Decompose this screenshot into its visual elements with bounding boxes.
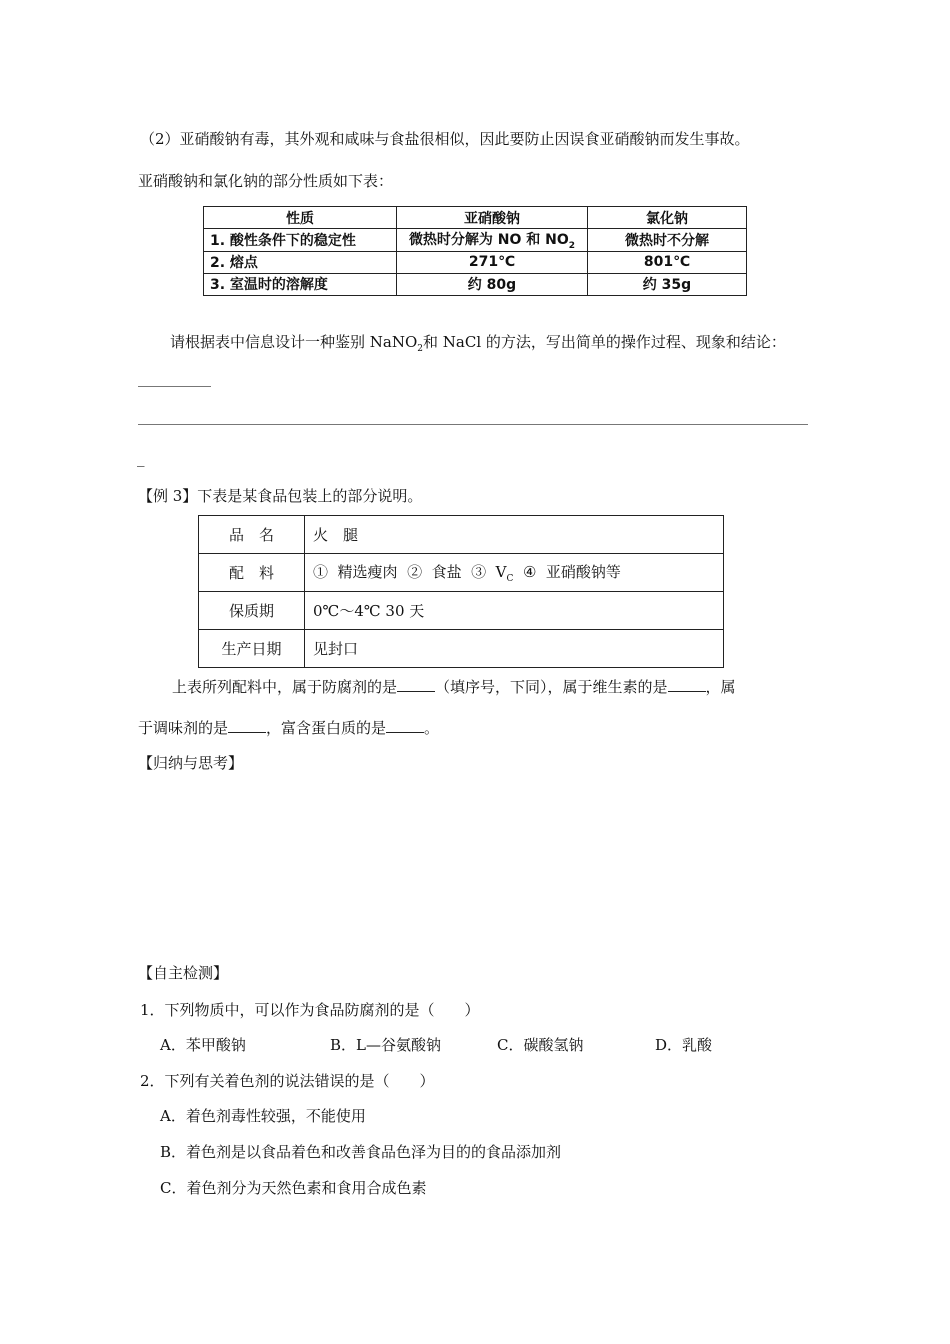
- example-3-title: 【例 3】下表是某食品包装上的部分说明。: [138, 487, 423, 505]
- cell-nano2: 约 80g: [397, 273, 588, 295]
- header-property: 性质: [204, 207, 397, 229]
- row-key: 品 名: [199, 516, 305, 554]
- table-row: [204, 229, 747, 252]
- header-sodium-chloride: 氯化钠: [588, 207, 747, 229]
- cell-property: 1. 酸性条件下的稳定性: [204, 229, 397, 252]
- answer-line-short: [138, 386, 211, 387]
- q2-option-c[interactable]: C．着色剂分为天然色素和食用合成色素: [160, 1179, 427, 1197]
- table-row: [199, 592, 724, 630]
- row-key: 配 料: [199, 554, 305, 592]
- header-sodium-nitrite: 亚硝酸钠: [397, 207, 588, 229]
- cell-nacl: 801℃: [588, 251, 747, 273]
- table-row: [199, 630, 724, 668]
- cell-property: 3. 室温时的溶解度: [204, 273, 397, 295]
- q1-option-a[interactable]: A．苯甲酸钠: [160, 1036, 246, 1054]
- row-value: ① 精选瘦肉 ② 食盐 ③ $V_C$ ④ 亚硝酸钠等: [305, 554, 724, 592]
- summary-heading: 【归纳与思考】: [138, 754, 244, 772]
- table-header-row: [204, 207, 747, 229]
- q1-option-b[interactable]: B．L—谷氨酸钠: [330, 1036, 441, 1054]
- intro-line-1: （2）亚硝酸钠有毒，其外观和咸味与食盐很相似，因此要防止因误食亚硝酸钠而发生事故。: [140, 130, 750, 148]
- blank-vitamin[interactable]: [668, 677, 706, 692]
- properties-table: [203, 206, 747, 296]
- answer-line-long: [138, 424, 808, 425]
- ham-label-table: [198, 515, 724, 668]
- blank-seasoning[interactable]: [228, 718, 266, 733]
- row-key: 生产日期: [199, 630, 305, 668]
- blank-preservative[interactable]: [397, 677, 435, 692]
- row-value: 火 腿: [305, 516, 724, 554]
- intro-line-2: 亚硝酸钠和氯化钠的部分性质如下表：: [138, 172, 394, 190]
- question-1: 1．下列物质中，可以作为食品防腐剂的是（ ）: [140, 1001, 480, 1019]
- cell-property: 2. 熔点: [204, 251, 397, 273]
- row-value: 0℃～4℃ 30 天: [305, 592, 724, 630]
- table-row: [199, 516, 724, 554]
- question-2: 2．下列有关着色剂的说法错误的是（ ）: [140, 1072, 435, 1090]
- example-3-question-line-1: 上表所列配料中，属于防腐剂的是 （填序号，下同），属于维生素的是 ，属: [172, 678, 736, 696]
- question-text: 请根据表中信息设计一种鉴别 NaNO$_2$和 NaCl 的方法，写出简单的操作过程、现象和结论：: [170, 333, 786, 354]
- table-row: [199, 554, 724, 592]
- example-3-question-line-2: 于调味剂的是 ，富含蛋白质的是 。: [138, 719, 440, 737]
- cell-nacl: 微热时不分解: [588, 229, 747, 252]
- self-check-heading: 【自主检测】: [138, 964, 229, 982]
- answer-line-tail: _: [137, 449, 145, 467]
- q1-option-c[interactable]: C．碳酸氢钠: [497, 1036, 584, 1054]
- cell-nacl: 约 35g: [588, 273, 747, 295]
- cell-nano2: 微热时分解为 NO 和 $NO_2$: [397, 229, 588, 252]
- row-key: 保质期: [199, 592, 305, 630]
- table-row: [204, 273, 747, 295]
- table-row: [204, 251, 747, 273]
- cell-nano2: 271℃: [397, 251, 588, 273]
- q1-option-d[interactable]: D．乳酸: [655, 1036, 713, 1054]
- q2-option-a[interactable]: A．着色剂毒性较强，不能使用: [160, 1107, 366, 1125]
- row-value: 见封口: [305, 630, 724, 668]
- blank-protein[interactable]: [386, 718, 424, 733]
- q2-option-b[interactable]: B．着色剂是以食品着色和改善食品色泽为目的的食品添加剂: [160, 1143, 562, 1161]
